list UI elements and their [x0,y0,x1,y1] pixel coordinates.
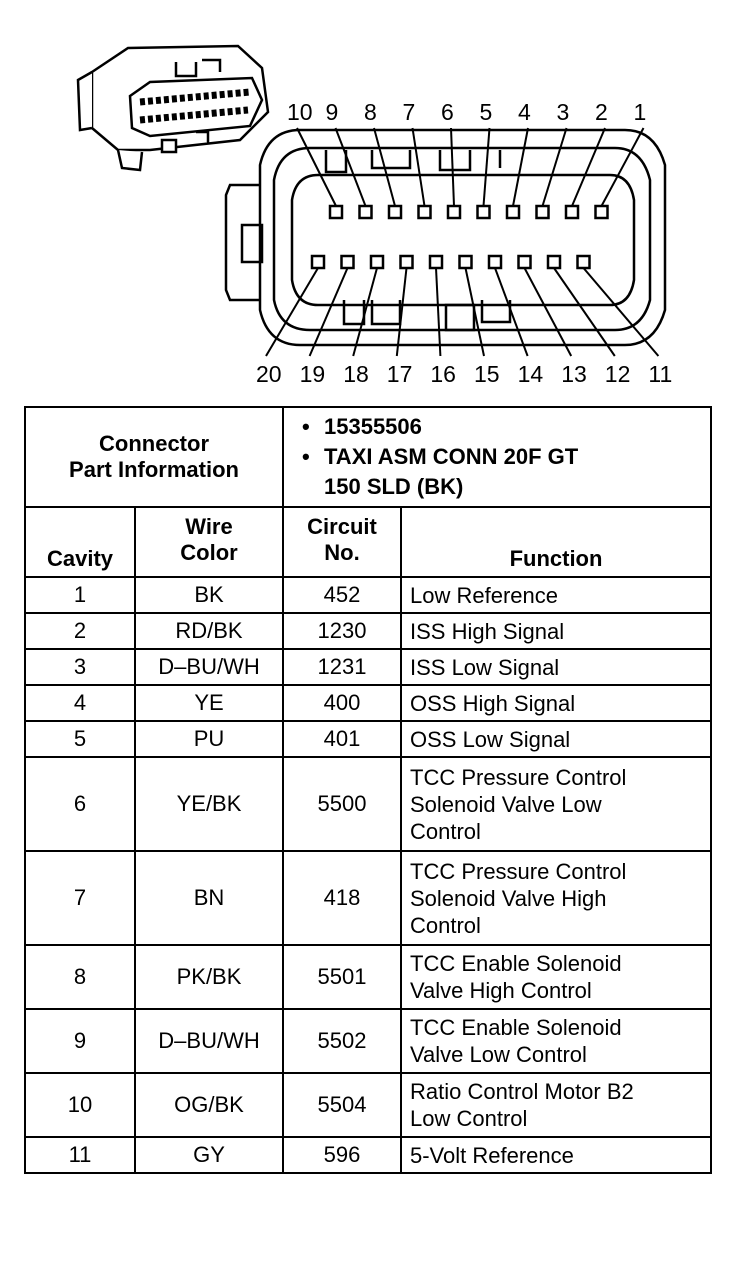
wire-color-cell: RD/BK [135,613,283,649]
function-line: Solenoid Valve High [410,885,607,911]
table-row [25,721,711,757]
function-cell [401,1009,711,1073]
part-number: • 15355506 [324,412,702,442]
pin-label-5: 5 [479,99,493,125]
table-row [25,1009,711,1073]
cavity-17 [401,256,413,268]
circuit-cell: 596 [283,1137,401,1173]
part-description [324,442,702,502]
cavity-16 [430,256,442,268]
leader-line-19 [310,268,348,356]
info-label-line1: Connector [99,431,209,456]
function-line: ISS Low Signal [410,654,560,680]
leader-line-11 [584,268,659,356]
function-line: ISS High Signal [410,618,565,644]
function-cell [401,577,711,613]
function-line: TCC Pressure Control [410,764,627,790]
cavity-8 [389,206,401,218]
cavity-13 [519,256,531,268]
cavity-12 [548,256,560,268]
cavity-6 [448,206,460,218]
connector-info-row [25,407,711,507]
circuit-cell: 5502 [283,1009,401,1073]
circuit-cell: 1231 [283,649,401,685]
connector-diagram [0,0,736,400]
cavity-18 [371,256,383,268]
table-row [25,1137,711,1173]
function-cell [401,945,711,1009]
function-line: TCC Enable Solenoid [410,1015,622,1040]
function-line: Control [410,818,481,844]
circuit-cell: 5504 [283,1073,401,1137]
wire-color-cell: YE/BK [135,757,283,851]
cavity-9 [360,206,372,218]
function-line: Solenoid Valve Low [410,791,602,817]
table-row [25,945,711,1009]
leader-line-4 [513,128,528,206]
circuit-header [283,507,401,577]
table-row [25,1073,711,1137]
function-cell [401,1073,711,1137]
info-label-line2: Part Information [69,457,239,482]
circuit-header-line1: Circuit [307,514,377,539]
cavity-11 [578,256,590,268]
function-line: Ratio Control Motor B2 [410,1079,634,1104]
function-cell [401,851,711,945]
cavity-19 [342,256,354,268]
wire-color-cell: PU [135,721,283,757]
cavity-cell: 5 [25,721,135,757]
connector-face-illustration [0,0,736,400]
leader-line-18 [353,268,377,356]
top-pin-row [330,206,608,218]
circuit-cell: 5501 [283,945,401,1009]
function-cell [401,649,711,685]
circuit-cell: 452 [283,577,401,613]
circuit-cell: 401 [283,721,401,757]
pin-label-13: 13 [561,361,587,387]
pin-label-11: 11 [648,361,673,387]
bottom-leader-lines [266,268,658,356]
pin-label-8: 8 [364,99,377,125]
circuit-cell: 400 [283,685,401,721]
function-cell [401,1137,711,1173]
cavity-20 [312,256,324,268]
pin-label-19: 19 [299,361,326,387]
wire-color-cell: OG/BK [135,1073,283,1137]
leader-line-17 [397,268,407,356]
function-line: Low Reference [410,582,558,608]
cavity-7 [419,206,431,218]
cavity-1 [596,206,608,218]
cavity-cell: 4 [25,685,135,721]
cavity-14 [489,256,501,268]
pinout-table [24,406,712,1174]
part-description-line2: 150 SLD (BK) [324,474,464,499]
wire-color-cell: GY [135,1137,283,1173]
column-header-row [25,507,711,577]
cavity-header: Cavity [25,507,135,577]
wire-color-cell: D–BU/WH [135,649,283,685]
leader-line-2 [572,128,605,206]
function-line: 5-Volt Reference [410,1142,574,1168]
pin-label-10: 10 [287,99,313,125]
leader-line-5 [484,128,490,206]
table-row [25,757,711,851]
function-cell [401,721,711,757]
cavity-15 [460,256,472,268]
cavity-cell: 6 [25,757,135,851]
function-line: TCC Enable Solenoid [410,951,622,976]
wire-color-cell: D–BU/WH [135,1009,283,1073]
cavity-cell: 10 [25,1073,135,1137]
cavity-5 [478,206,490,218]
pin-label-4: 4 [518,99,531,125]
pin-label-20: 20 [256,361,282,387]
leader-line-1 [602,128,644,206]
function-line: TCC Pressure Control [410,858,627,884]
pin-label-17: 17 [386,361,413,387]
function-line: Valve High Control [410,978,592,1003]
table-row [25,613,711,649]
table-row [25,851,711,945]
function-cell [401,757,711,851]
wire-color-cell: BK [135,577,283,613]
cavity-cell: 1 [25,577,135,613]
wire-color-header-line1: Wire [185,514,233,539]
function-line: OSS Low Signal [410,726,571,752]
function-header: Function [401,507,711,577]
cavity-10 [330,206,342,218]
wire-color-header-line2: Color [180,540,238,565]
pin-label-6: 6 [441,99,454,125]
cavity-2 [566,206,578,218]
wire-color-header [135,507,283,577]
table-row [25,685,711,721]
cavity-4 [507,206,519,218]
pin-label-16: 16 [430,361,456,387]
cavity-cell: 11 [25,1137,135,1173]
wire-color-cell: BN [135,851,283,945]
wire-color-cell: PK/BK [135,945,283,1009]
function-line: Low Control [410,1106,528,1131]
connector-info-label [25,407,283,507]
function-cell [401,613,711,649]
leader-line-3 [543,128,567,206]
cavity-3 [537,206,549,218]
pin-label-7: 7 [402,99,416,125]
part-description-line1: TAXI ASM CONN 20F GT [324,444,579,469]
table-row [25,649,711,685]
circuit-cell: 1230 [283,613,401,649]
circuit-header-line2: No. [324,540,360,565]
circuit-cell: 5500 [283,757,401,851]
pin-label-15: 15 [474,361,500,387]
pin-label-1: 1 [633,99,647,125]
cavity-cell: 2 [25,613,135,649]
wire-color-cell: YE [135,685,283,721]
cavity-cell: 7 [25,851,135,945]
pin-label-3: 3 [556,99,570,125]
leader-line-9 [336,128,366,206]
circuit-cell: 418 [283,851,401,945]
function-cell [401,685,711,721]
pin-label-18: 18 [343,361,369,387]
function-line: Control [410,912,481,938]
pin-label-2: 2 [595,99,608,125]
leader-line-6 [451,128,454,206]
pin-label-14: 14 [517,361,544,387]
leader-line-7 [413,128,425,206]
leader-line-14 [495,268,528,356]
bottom-pin-row [312,256,590,268]
connector-iso-icon [78,46,268,170]
cavity-cell: 3 [25,649,135,685]
connector-info-values [283,407,711,507]
table-row [25,577,711,613]
leader-line-16 [436,268,440,356]
function-line: Valve Low Control [410,1042,587,1067]
pin-label-9: 9 [325,99,339,125]
function-line: OSS High Signal [410,690,576,716]
cavity-cell: 8 [25,945,135,1009]
pin-label-12: 12 [604,361,631,387]
leader-line-10 [297,128,336,206]
cavity-cell: 9 [25,1009,135,1073]
